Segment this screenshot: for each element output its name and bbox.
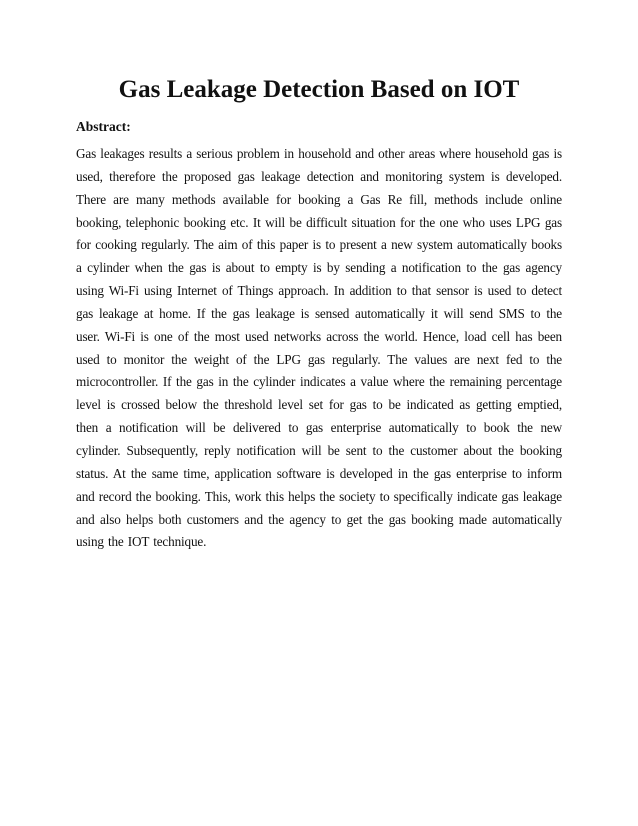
document-title: Gas Leakage Detection Based on IOT xyxy=(118,76,520,103)
abstract-paragraph: Gas leakages results a serious problem in household and other areas where household gas is used, therefore the proposed gas leakage detection and monitoring system is developed. There are many methods available for booking a Gas Re fill, methods include online booking, telephonic booking etc. It will be difficult situation for the one who uses LPG gas for cooking regularly. The aim of this paper is to present a new system automatically books a cylinder when the gas is about to empty is by sending a notification to the gas agency using Wi-Fi using Internet of Things approach. In addition to that sensor is used to detect gas leakage at home. If the gas leakage is sensed automatically it will send SMS to the user. Wi-Fi is one of the most used networks across the world. Hence, load cell has been used to monitor the weight of the LPG gas regularly. The values are next fed to the microcontroller. If the gas in the cylinder indicates a value where the remaining percentage level is crossed below the threshold level set for gas to be indicated as getting emptied, then a notification will be delivered to gas enterprise automatically to book the new cylinder. Subsequently, reply notification will be sent to the customer about the booking status. At the same time, application software is developed in the gas enterprise to inform and record the booking. This, work this helps the society to specifically indicate gas leakage and also helps both customers and the agency to get the gas booking made automatically using the IOT technique. xyxy=(76,146,562,550)
abstract-heading: Abstract: xyxy=(76,119,131,134)
